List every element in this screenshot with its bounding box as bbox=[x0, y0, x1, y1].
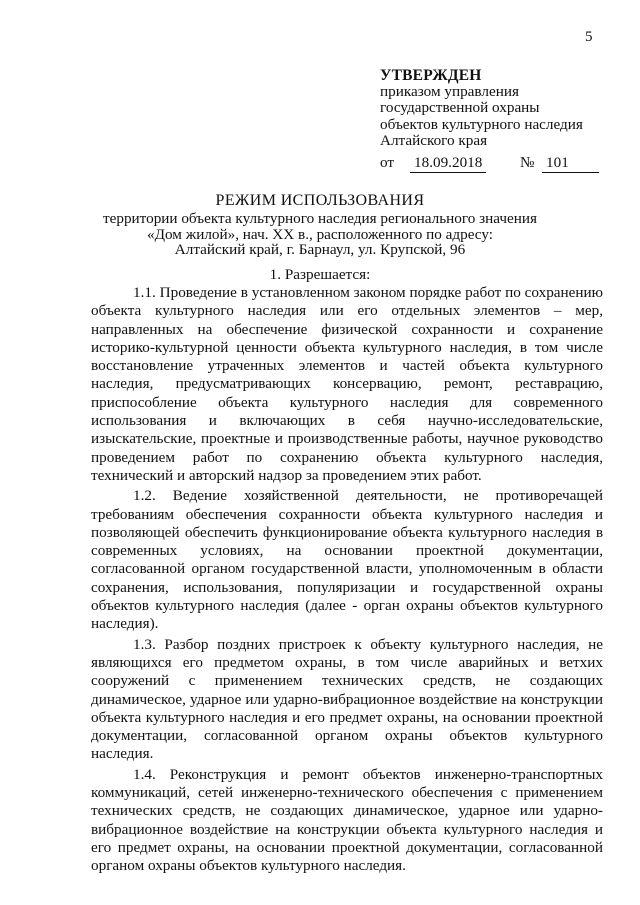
document-body bbox=[91, 284, 603, 876]
title-line-1: территории объекта культурного наследия регионального значения bbox=[102, 209, 538, 227]
title-line-2: «Дом жилой», нач. XX в., расположенного по адресу: bbox=[147, 225, 493, 243]
approval-line-2: государственной охраны bbox=[380, 99, 540, 117]
approval-number: 101 bbox=[542, 155, 599, 173]
paragraph-1-1: 1.1. Проведение в установленном законом порядке работ по сохранению объекта культурного наследия или его отдельных элементов – мер, направленных на обеспечение физической сохранности и сохранение историко-культурной ценности объекта культурного наследия, в том числе восстановление утраченных элементов и частей объекта культурного наследия, предусматривающих консервацию, ремонт, реставрацию, приспособление объекта культурного наследия для современного использования и включающих в себя научно-исследовательские, изыскательские, проектные и производственные работы, научное руководство проведением работ по сохранению объекта культурного наследия, технический и авторский надзор за проведением этих работ. bbox=[91, 284, 603, 484]
page-number: 5 bbox=[585, 29, 593, 45]
paragraph-1-3: 1.3. Разбор поздних пристроек к объекту культурного наследия, не являющихся его предметом охраны, в том числе аварийных и ветхих сооружений с применением технических средств, не создающих динамическое, ударное или ударно-вибрационное воздействие на конструкции объекта культурного наследия и его предмет охраны, на основании проектной документации, согласованной органом охраны объектов культурного наследия. bbox=[91, 635, 603, 763]
number-label: № bbox=[520, 154, 535, 172]
document-title bbox=[0, 193, 640, 258]
section-heading: 1. Разрешается: bbox=[269, 266, 371, 283]
paragraph-1-4: 1.4. Реконструкция и ремонт объектов инженерно-транспортных коммуникаций, сетей инженерно-технического обеспечения с применением технических средств, не создающих динамическое, ударное или ударно-вибрационное воздействие на конструкции объекта культурного наследия и его предмет охраны, на основании проектной документации, согласованной органом охраны объектов культурного наследия. bbox=[91, 765, 603, 875]
approval-title: УТВЕРЖДЕН bbox=[380, 67, 482, 84]
approval-date: 18.09.2018 bbox=[410, 155, 486, 173]
approval-date-row bbox=[380, 155, 610, 175]
approval-line-4: Алтайского края bbox=[380, 131, 488, 149]
approval-line-1: приказом управления bbox=[380, 83, 519, 101]
title-line-3: Алтайский край, г. Барнаул, ул. Крупской, 96 bbox=[174, 241, 466, 259]
approval-line-3: объектов культурного наследия bbox=[380, 115, 583, 133]
title-heading: РЕЖИМ ИСПОЛЬЗОВАНИЯ bbox=[215, 192, 425, 209]
approval-block bbox=[380, 68, 610, 175]
paragraph-1-2: 1.2. Ведение хозяйственной деятельности, не противоречащей требованиям обеспечения сохранности объекта культурного наследия и позволяющей обеспечить функционирование объекта культурного наследия в современных условиях, на основании проектной документации, согласованной органом государственной власти, уполномоченным в области сохранения, использования, популяризации и государственной охраны объектов культурного наследия (далее - орган охраны объектов культурного наследия). bbox=[91, 487, 603, 633]
from-label: от bbox=[380, 154, 395, 172]
